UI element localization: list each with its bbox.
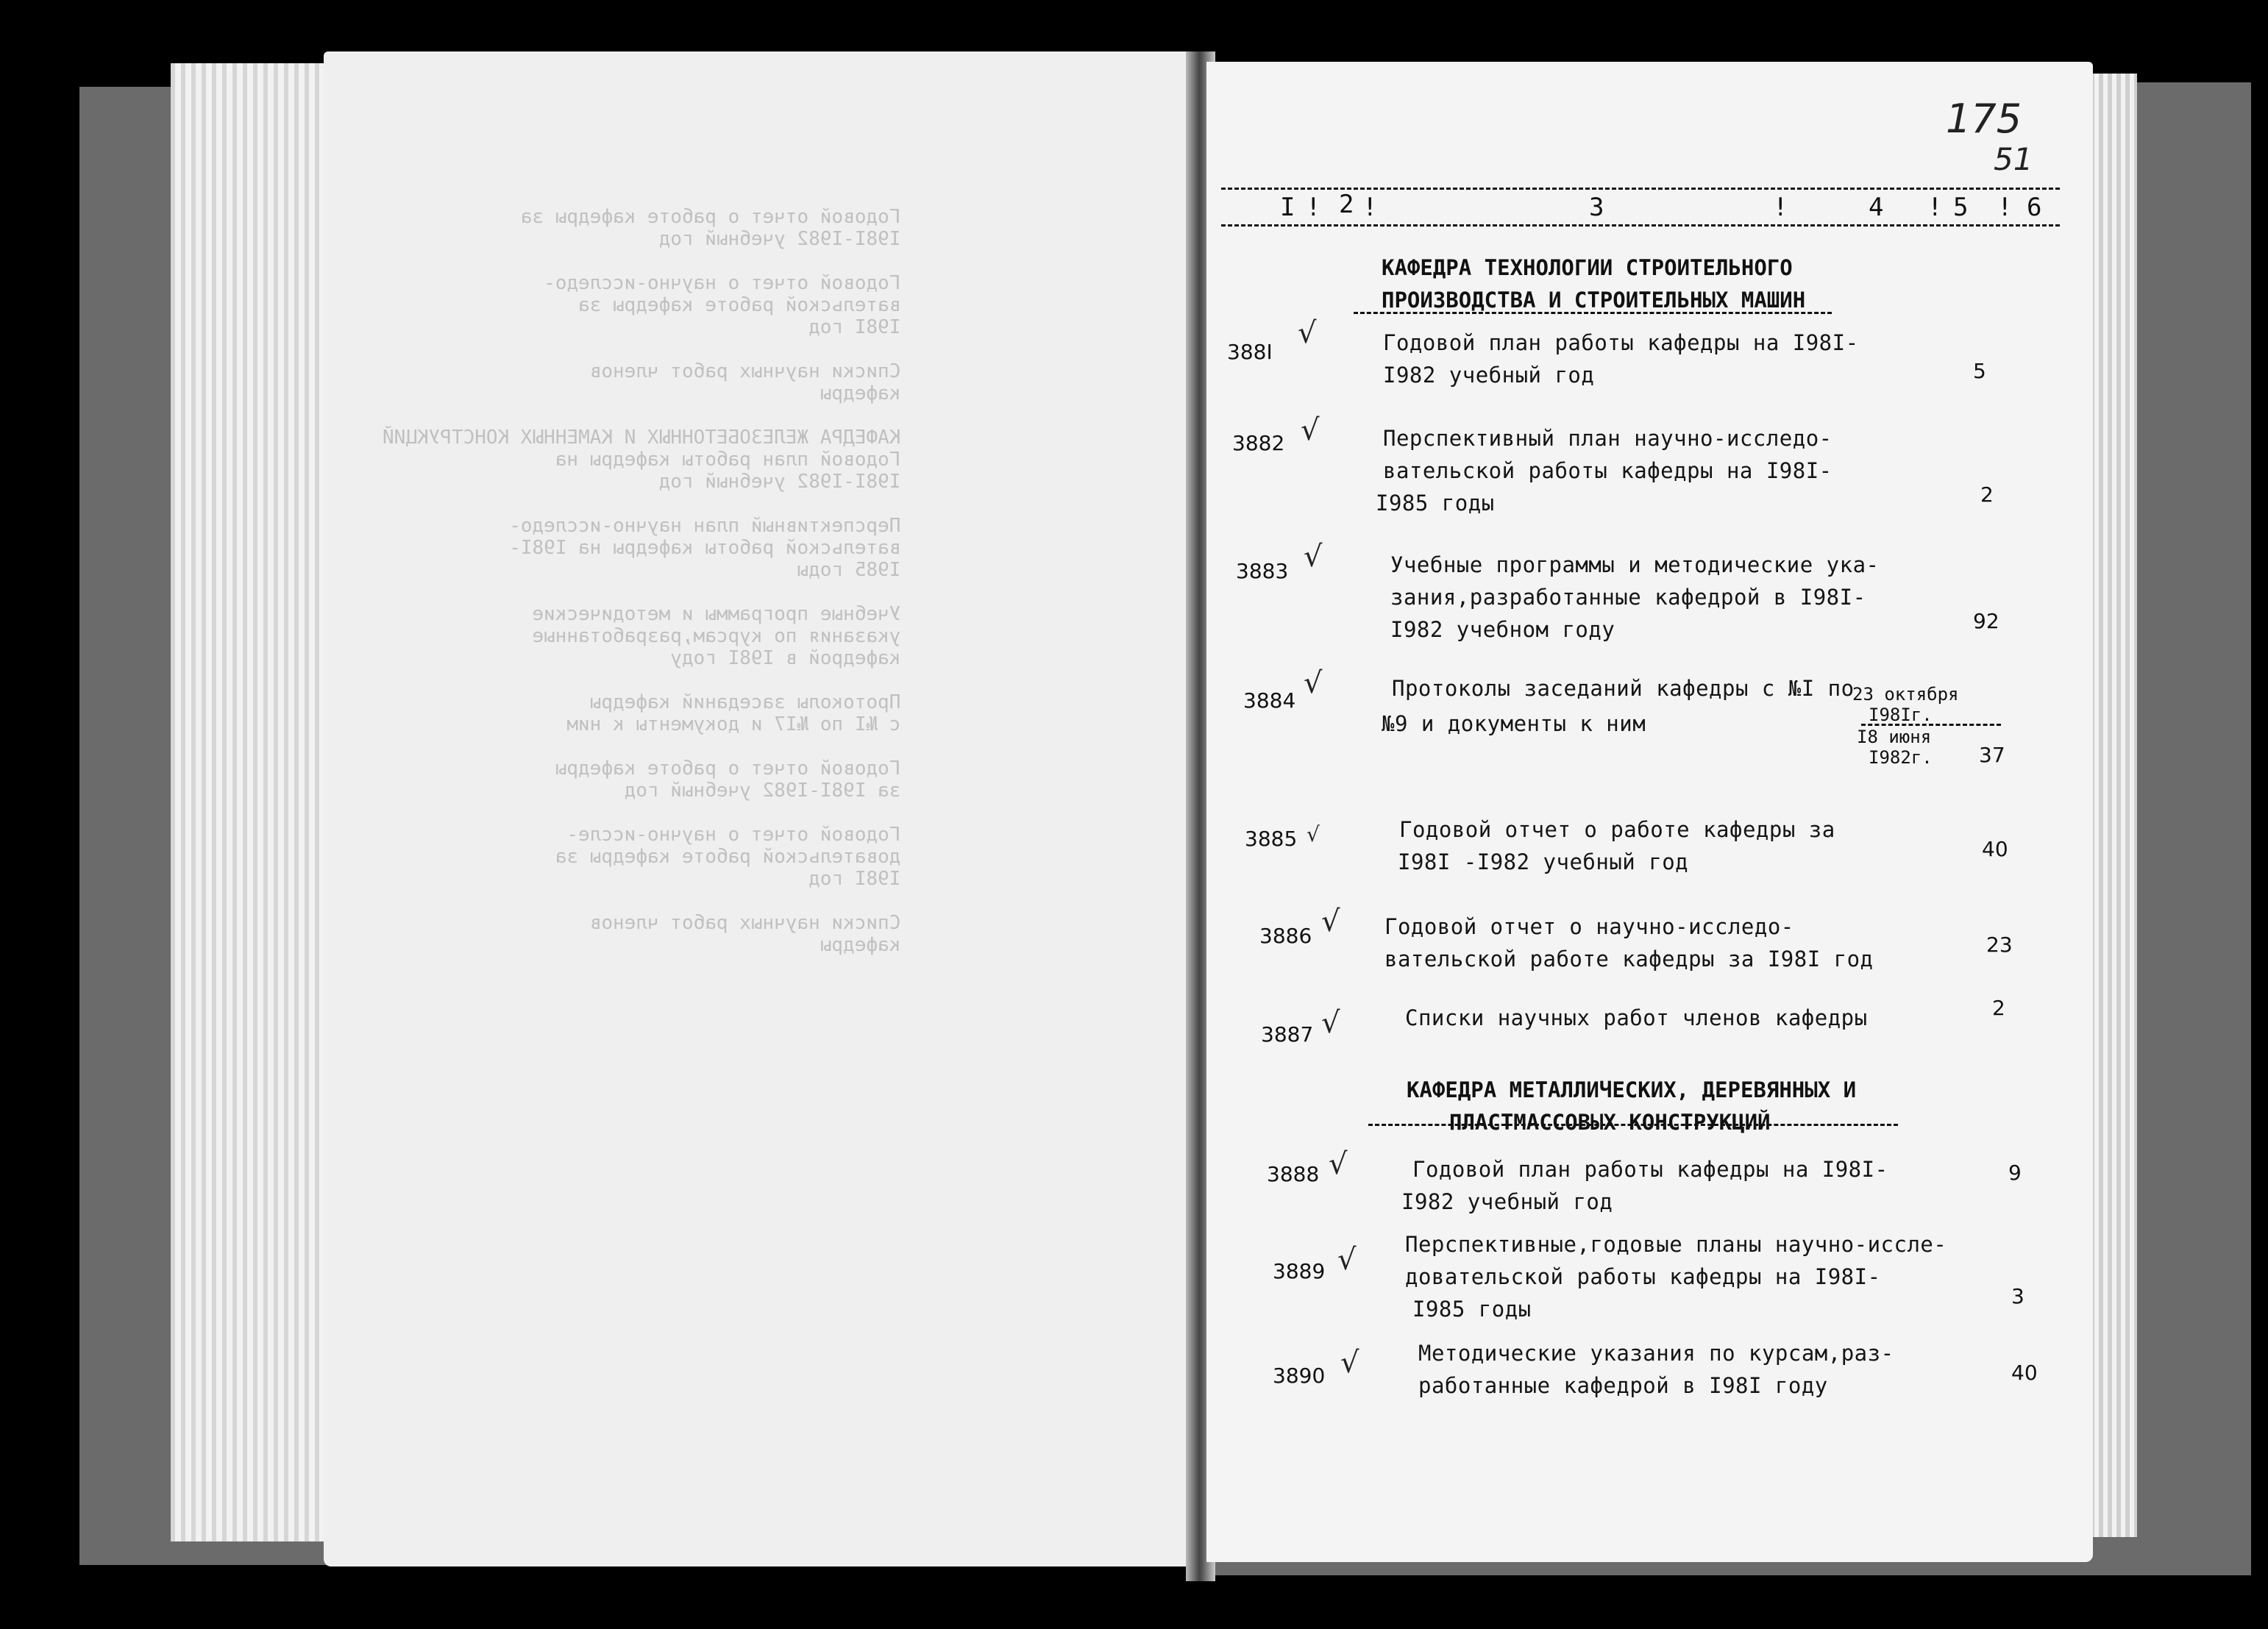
department-heading: ПРОИЗВОДСТВА И СТРОИТЕЛЬНЫХ МАШИН — [1382, 288, 1806, 313]
department-underline — [1354, 312, 1832, 314]
header-sep: ! — [1773, 193, 1788, 222]
check-mark: √ — [1304, 666, 1323, 700]
date-divider — [1861, 724, 2001, 726]
entry-title: Протоколы заседаний кафедры с №I по — [1392, 676, 1855, 701]
page-count: 92 — [1973, 609, 1999, 633]
page-count: 23 — [1986, 933, 2013, 957]
header-col-1: I — [1280, 193, 1295, 222]
entry-number: 3886 — [1259, 924, 1312, 948]
entry-title: I982 учебный год — [1401, 1189, 1613, 1214]
header-col-2: 2 — [1339, 190, 1354, 219]
entry-number: 3884 — [1243, 688, 1296, 713]
header-sep: ! — [1362, 193, 1378, 222]
entry-title: зания,разработанные кафедрой в I98I- — [1390, 585, 1866, 610]
entry-title: вательской работе кафедры за I98I год — [1384, 947, 1874, 972]
check-mark: √ — [1321, 905, 1340, 938]
check-mark: √ — [1321, 1006, 1340, 1040]
entry-title: Перспективные,годовые планы научно-иссле- — [1405, 1232, 1947, 1257]
page-stack-right — [2086, 74, 2137, 1537]
date-end: I8 июня — [1857, 727, 1932, 747]
entry-title: довательской работы кафедры на I98I- — [1405, 1264, 1881, 1289]
entry-number: 388I — [1227, 340, 1273, 364]
check-mark: √ — [1340, 1346, 1359, 1380]
entry-number: 3882 — [1232, 431, 1285, 455]
department-heading: ПЛАСТМАССОВЫХ КОНСТРУКЦИЙ — [1449, 1110, 1771, 1135]
header-bottom-rule — [1221, 224, 2060, 227]
entry-title: I985 годы — [1412, 1297, 1532, 1322]
page-count: 3 — [2011, 1284, 2025, 1308]
entry-title: Методические указания по курсам,раз- — [1418, 1341, 1894, 1366]
header-sep: ! — [1306, 193, 1321, 222]
entry-title: Годовой план работы кафедры на I98I- — [1383, 330, 1859, 355]
entry-title: Годовой отчет о работе кафедры за — [1399, 817, 1835, 842]
header-sep: ! — [1997, 193, 2013, 222]
page-count: 2 — [1980, 482, 1994, 507]
header-col-6: 6 — [2027, 193, 2042, 222]
date-start-year: I98Iг. — [1869, 705, 1933, 725]
check-mark: √ — [1298, 316, 1317, 350]
check-mark: √ — [1337, 1243, 1357, 1277]
page-count: 37 — [1979, 743, 2005, 767]
date-end-year: I982г. — [1869, 747, 1933, 768]
check-mark: √ — [1301, 413, 1320, 447]
page-count: 9 — [2008, 1161, 2022, 1185]
header-col-3: 3 — [1589, 193, 1604, 222]
entry-title: I982 учебном году — [1390, 617, 1615, 642]
entry-title: работанные кафедрой в I98I году — [1418, 1373, 1828, 1398]
entry-title: Перспективный план научно-исследо- — [1383, 426, 1832, 451]
entry-number: 3885 — [1245, 827, 1298, 851]
entry-number: 3883 — [1236, 559, 1289, 583]
entry-number: 3890 — [1273, 1364, 1326, 1388]
entry-number: 3888 — [1267, 1162, 1320, 1186]
check-mark: √ — [1329, 1147, 1348, 1181]
typed-page-number: 51 — [1994, 141, 2033, 177]
left-page-show-through: Годовой отчет о работе кафедры за I98I-I982 учебный год Годовой отчет о научно-исследо- вательской работе кафедры за I98I год Списки научных работ членов кафедры КАФЕДРА ЖЕЛЕЗОБЕТОННЫХ И КАМЕННЫХ КОНСТРУКЦИЙ Годовой план работы кафедры на I98I-I982 учебный год Перспективный план научно-исследо- вательской работы кафедры на I98I- I985 годы Учебные программы и методические указания по курсам,разработанные кафедрой в I98I году Протоколы заседаний кафедры с №I по №I7 и документы к ним Годовой отчет о работе кафедры за I98I-I982 учебный год Годовой отчет о научно-иссле- довательской работе кафедры за I98I год Списки научных работ членов кафедры — [383, 206, 901, 956]
check-mark: √ — [1304, 540, 1323, 574]
entry-number: 3889 — [1273, 1259, 1326, 1283]
page-count: 40 — [1982, 837, 2008, 861]
entry-title: Списки научных работ членов кафедры — [1405, 1005, 1868, 1030]
entry-title: Учебные программы и методические ука- — [1390, 552, 1880, 577]
department-heading: КАФЕДРА ТЕХНОЛОГИИ СТРОИТЕЛЬНОГО — [1382, 255, 1793, 280]
entry-title: Годовой отчет о научно-исследо- — [1384, 914, 1794, 939]
date-start: 23 октября — [1852, 684, 1959, 705]
department-heading: КАФЕДРА МЕТАЛЛИЧЕСКИХ, ДЕРЕВЯННЫХ И — [1407, 1077, 1857, 1102]
page-stack-left — [171, 63, 340, 1541]
entry-title: Годовой план работы кафедры на I98I- — [1412, 1157, 1888, 1182]
header-sep: ! — [1927, 193, 1943, 222]
page-count: 40 — [2011, 1361, 2038, 1385]
entry-title: I985 годы — [1376, 491, 1495, 516]
entry-title: I982 учебный год — [1383, 363, 1595, 388]
page-count: 2 — [1992, 996, 2005, 1020]
entry-number: 3887 — [1261, 1022, 1314, 1047]
department-underline — [1368, 1124, 1898, 1126]
entry-title: №9 и документы к ним — [1382, 711, 1646, 736]
header-col-5: 5 — [1953, 193, 1969, 222]
check-mark: √ — [1307, 822, 1320, 846]
entry-title: вательской работы кафедры на I98I- — [1383, 458, 1832, 483]
page-count: 5 — [1973, 359, 1986, 383]
entry-title: I98I -I982 учебный год — [1398, 849, 1689, 874]
header-col-4: 4 — [1869, 193, 1884, 222]
handwritten-page-number: 175 — [1946, 96, 2022, 142]
